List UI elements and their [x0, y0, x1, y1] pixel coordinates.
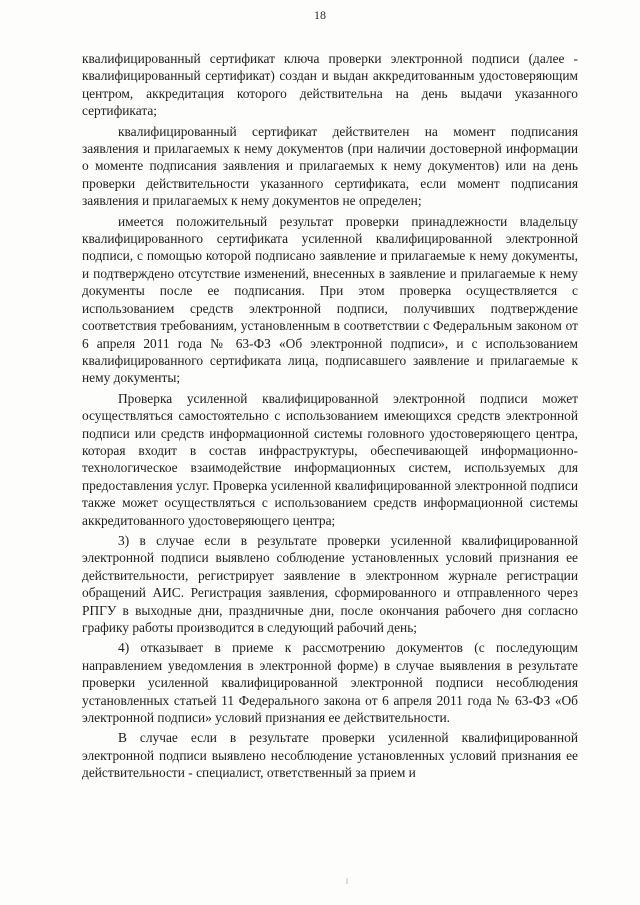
paragraph-certificate-valid: квалифицированный сертификат действителен на момент подписания заявления и прилагаемых к нему документов (при наличии достоверной информации о моменте подписания заявления и прилагаемых к нему документов) или на день проверки действительности указанного сертификата, если момент подписания заявления и прилагаемых к нему документов не определен;: [82, 123, 578, 209]
page-number: 18: [314, 8, 326, 22]
paragraph-positive-verification: имеется положительный результат проверки принадлежности владельцу квалифицированного сертификата усиленной квалифицированной электронной подписи, с помощью которой подписано заявление и прилагаемые к нему документы, и подтверждено отсутствие изменений, внесенных в заявление и прилагаемые к нему документы после ее подписания. При этом проверка осуществляется с использованием средств электронной подписи, получивших подтверждение соответствия требованиям, установленным в соответствии с Федеральным законом от 6 апреля 2011 года № 63-ФЗ «Об электронной подписи», и с использованием квалифицированного сертификата лица, подписавшего заявление и прилагаемые к нему документы;: [82, 213, 578, 386]
paragraph-signature-check-means: Проверка усиленной квалифицированной электронной подписи может осуществляться самостоятельно с использованием имеющихся средств электронной подписи или средств информационной системы головного удостоверяющего центра, которая входит в состав инфраструктуры, обеспечивающей информационно-технологическое взаимодействие информационных систем, используемых для предоставления услуг. Проверка усиленной квалифицированной электронной подписи также может осуществляться с использованием средств информационной системы аккредитованного удостоверяющего центра;: [82, 390, 578, 528]
paragraph-noncompliance-specialist: В случае если в результате проверки усиленной квалифицированной электронной подписи выявлено несоблюдение установленных условий признания ее действительности - специалист, ответственный за прием и: [82, 730, 578, 781]
paragraph-qualified-certificate-issued: квалифицированный сертификат ключа проверки электронной подписи (далее - квалифицированный сертификат) создан и выдан аккредитованным удостоверяющим центром, аккредитация которого действительна на день выдачи указанного сертификата;: [82, 51, 578, 119]
paragraph-item-4-refusal: 4) отказывает в приеме к рассмотрению документов (с последующим направлением уведомления в электронной форме) в случае выявления в результате проверки усиленной квалифицированной электронной подписи несоблюдения установленных статьей 11 Федерального закона от 6 апреля 2011 года № 63-ФЗ «Об электронной подписи» условий признания ее действительности.: [82, 640, 578, 726]
document-body: [82, 50, 578, 785]
scan-speck: [346, 878, 348, 884]
paragraph-item-3-registration: 3) в случае если в результате проверки усиленной квалифицированной электронной подписи выявлено соблюдение установленных условий признания ее действительности, регистрирует заявление в электронном журнале регистрации обращений АИС. Регистрация заявления, сформированного и отправленного через РПГУ в выходные дни, праздничные дни, после окончания рабочего дня согласно графику работы производится в следующий рабочий день;: [82, 532, 578, 635]
